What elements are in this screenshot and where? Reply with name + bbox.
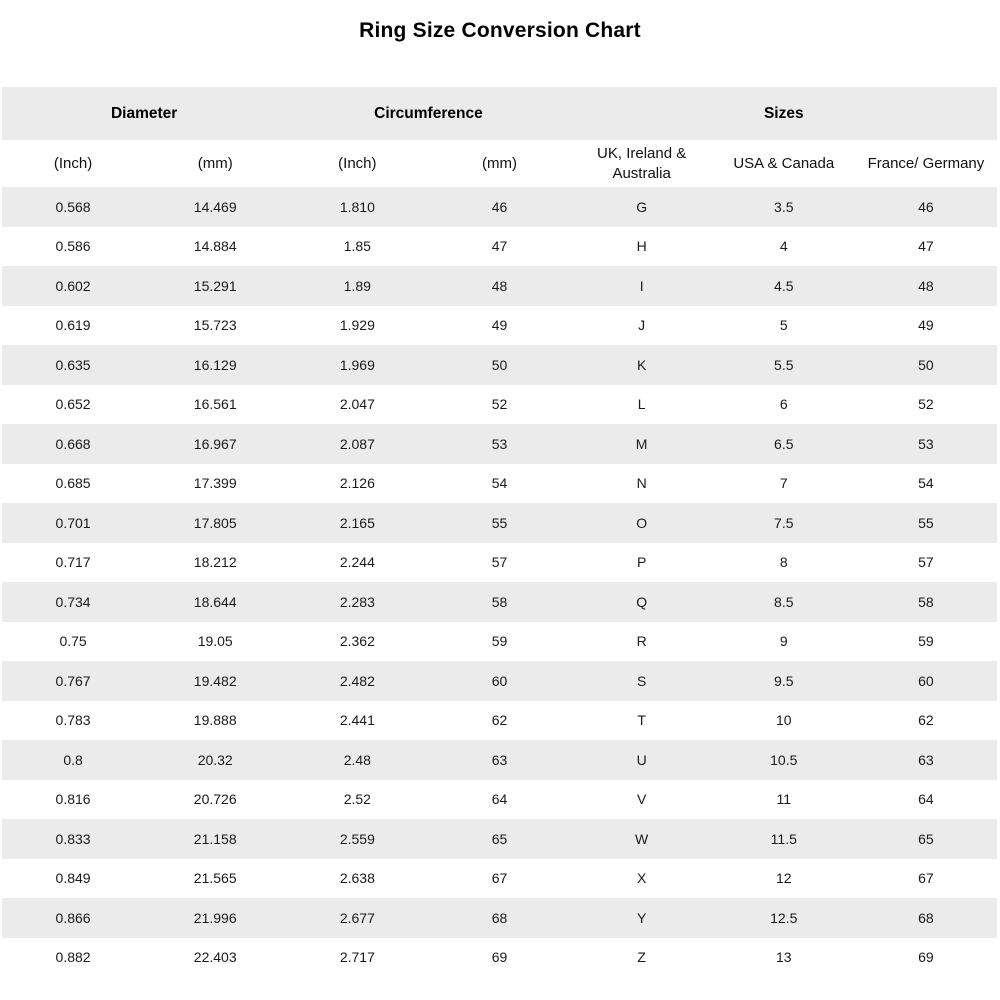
table-cell: 2.48 [343,751,371,768]
table-cell: 47 [491,238,508,255]
table-row [2,661,997,701]
table-cell: 0.619 [55,317,91,334]
table-row [2,306,997,346]
table-cell: H [636,238,647,255]
table-cell: G [636,198,648,215]
table-cell: 20.32 [197,751,233,768]
table-cell: 2.677 [339,909,375,926]
table-row [2,740,997,780]
table-cell: J [638,317,646,334]
table-cell: N [636,475,647,492]
table-cell: P [636,554,647,571]
table-cell: 2.638 [339,870,375,887]
table-cell: 9 [779,633,788,650]
table-cell: 6 [779,396,788,413]
table-cell: 68 [491,909,508,926]
table-cell: 22.403 [193,949,237,966]
table-row [2,780,997,820]
table-cell: 2.52 [343,791,371,808]
column-header-usa-canada: USA & Canada [733,154,835,172]
table-cell: 0.767 [55,672,91,689]
table-cell: K [636,356,647,373]
table-row [2,543,997,583]
table-cell: 2.165 [339,514,375,531]
table-cell: 62 [918,712,934,729]
table-cell: V [636,791,647,808]
table-cell: 0.783 [55,712,91,729]
table-cell: 58 [491,593,508,610]
table-cell: 64 [918,791,934,808]
table-cell: 12 [775,870,792,887]
table-cell: 10 [775,712,792,729]
table-cell: 0.586 [55,238,91,255]
table-cell: 2.047 [339,396,375,413]
table-cell: Q [636,593,648,610]
table-cell: 0.701 [55,514,91,531]
table-cell: 52 [491,396,508,413]
table-row [2,701,997,741]
table-cell: 62 [491,712,508,729]
table-row [2,622,997,662]
table-cell: 17.805 [193,514,237,531]
table-row [2,345,997,385]
table-cell: 59 [918,633,934,650]
table-cell: 1.85 [343,238,371,255]
table-cell: 10.5 [770,751,798,768]
table-cell: 1.969 [339,356,375,373]
table-cell: 53 [918,435,934,452]
table-cell: Y [636,909,647,926]
table-cell: 13 [775,949,792,966]
table-cell: 0.75 [59,633,87,650]
table-row [2,819,997,859]
table-row [2,385,997,425]
table-cell: 55 [491,514,508,531]
table-cell: R [636,633,647,650]
table-row [2,227,997,267]
table-cell: 0.849 [55,870,91,887]
table-cell: 60 [491,672,508,689]
ring-size-table [2,87,997,977]
table-cell: L [637,396,646,413]
table-cell: 69 [491,949,508,966]
table-cell: 50 [491,356,508,373]
table-cell: 67 [491,870,508,887]
table-cell: 67 [918,870,934,887]
table-cell: 68 [918,909,934,926]
table-cell: 48 [918,277,934,294]
table-cell: 0.652 [55,396,91,413]
table-cell: 54 [918,475,934,492]
table-cell: T [637,712,646,729]
table-cell: 57 [491,554,508,571]
table-cell: 11 [776,791,792,808]
table-cell: 0.668 [55,435,91,452]
table-cell: Z [637,949,646,966]
table-cell: 2.441 [339,712,375,729]
table-cell: 49 [491,317,508,334]
column-header-france-germany: France/ Germany [867,154,985,172]
table-cell: 4.5 [774,277,794,294]
table-cell: 46 [918,198,934,215]
table-cell: 65 [918,830,934,847]
table-cell: 2.717 [339,949,375,966]
table-cell: 12.5 [770,909,798,926]
table-cell: 8.5 [774,593,794,610]
group-header-circumference: Circumference [374,104,483,122]
table-cell: W [635,830,649,847]
sub-header-row [2,140,997,187]
table-cell: 0.734 [55,593,91,610]
table-cell: 2.559 [339,830,375,847]
table-cell: 1.89 [343,277,371,294]
table-body [2,187,997,977]
table-cell: 0.635 [55,356,91,373]
table-row [2,424,997,464]
table-cell: 63 [918,751,934,768]
table-cell: 5.5 [774,356,794,373]
group-header-diameter: Diameter [110,104,178,122]
table-cell: 0.882 [55,949,91,966]
table-cell: 55 [918,514,934,531]
table-cell: 58 [918,593,934,610]
table-cell: 2.283 [339,593,375,610]
table-cell: 16.129 [193,356,237,373]
group-header-sizes: Sizes [763,104,804,122]
table-cell: 48 [491,277,508,294]
table-row [2,266,997,306]
table-row [2,859,997,899]
column-header-diameter-mm: (mm) [197,154,233,172]
table-cell: 57 [918,554,934,571]
table-cell: M [635,435,648,452]
table-cell: 2.087 [339,435,375,452]
table-cell: 49 [918,317,934,334]
table-cell: 53 [491,435,508,452]
table-cell: 0.866 [55,909,91,926]
table-cell: 2.362 [339,633,375,650]
table-cell: 14.469 [193,198,237,215]
table-cell: 0.685 [55,475,91,492]
table-row [2,187,997,227]
table-cell: 2.126 [339,475,375,492]
table-cell: 15.291 [193,277,237,294]
table-cell: 0.602 [55,277,91,294]
table-cell: 20.726 [193,791,237,808]
table-cell: 4 [779,238,788,255]
table-cell: 3.5 [774,198,794,215]
table-cell: I [639,277,644,294]
table-cell: 64 [491,791,508,808]
table-cell: 2.482 [339,672,375,689]
table-row [2,582,997,622]
column-header-circumference-mm: (mm) [482,154,517,172]
table-cell: 0.816 [55,791,91,808]
table-cell: 21.158 [193,830,237,847]
table-cell: U [636,751,647,768]
table-cell: 7.5 [774,514,794,531]
table-cell: 54 [491,475,508,492]
table-cell: 19.05 [197,633,233,650]
table-cell: 21.996 [193,909,237,926]
table-cell: 52 [918,396,934,413]
table-cell: 16.561 [193,396,237,413]
table-cell: 0.568 [55,198,91,215]
table-row [2,898,997,938]
table-cell: 63 [491,751,508,768]
table-cell: 5 [779,317,788,334]
table-cell: O [636,514,648,531]
table-row [2,464,997,504]
table-cell: 19.888 [193,712,237,729]
table-cell: X [636,870,647,887]
table-row [2,503,997,543]
column-header-circumference-inch: (Inch) [338,154,377,172]
table-cell: 14.884 [193,238,237,255]
table-cell: S [636,672,647,689]
table-cell: 9.5 [774,672,794,689]
page-title: Ring Size Conversion Chart [359,19,641,42]
table-cell: 19.482 [193,672,237,689]
table-cell: 46 [491,198,508,215]
column-header-diameter-inch: (Inch) [53,154,93,172]
table-cell: 69 [918,949,934,966]
table-cell: 1.929 [339,317,375,334]
table-cell: 18.644 [193,593,237,610]
table-cell: 0.833 [55,830,91,847]
table-cell: 6.5 [774,435,794,452]
table-cell: 60 [918,672,934,689]
table-cell: 0.717 [55,554,91,571]
table-row [2,938,997,978]
table-cell: 8 [779,554,788,571]
table-cell: 50 [918,356,934,373]
table-cell: 2.244 [339,554,375,571]
column-header-uk-ireland-australia: UK, Ireland & Australia [597,145,687,182]
table-cell: 0.8 [63,751,83,768]
table-cell: 11.5 [770,830,797,847]
group-header-row [2,87,997,140]
table-cell: 59 [491,633,508,650]
table-cell: 17.399 [193,475,237,492]
table-cell: 7 [779,475,788,492]
table-cell: 65 [491,830,508,847]
table-cell: 16.967 [193,435,237,452]
table-cell: 1.810 [339,198,375,215]
table-cell: 15.723 [193,317,237,334]
table-cell: 18.212 [193,554,237,571]
table-head [2,87,997,187]
table-cell: 47 [918,238,934,255]
table-cell: 21.565 [193,870,237,887]
